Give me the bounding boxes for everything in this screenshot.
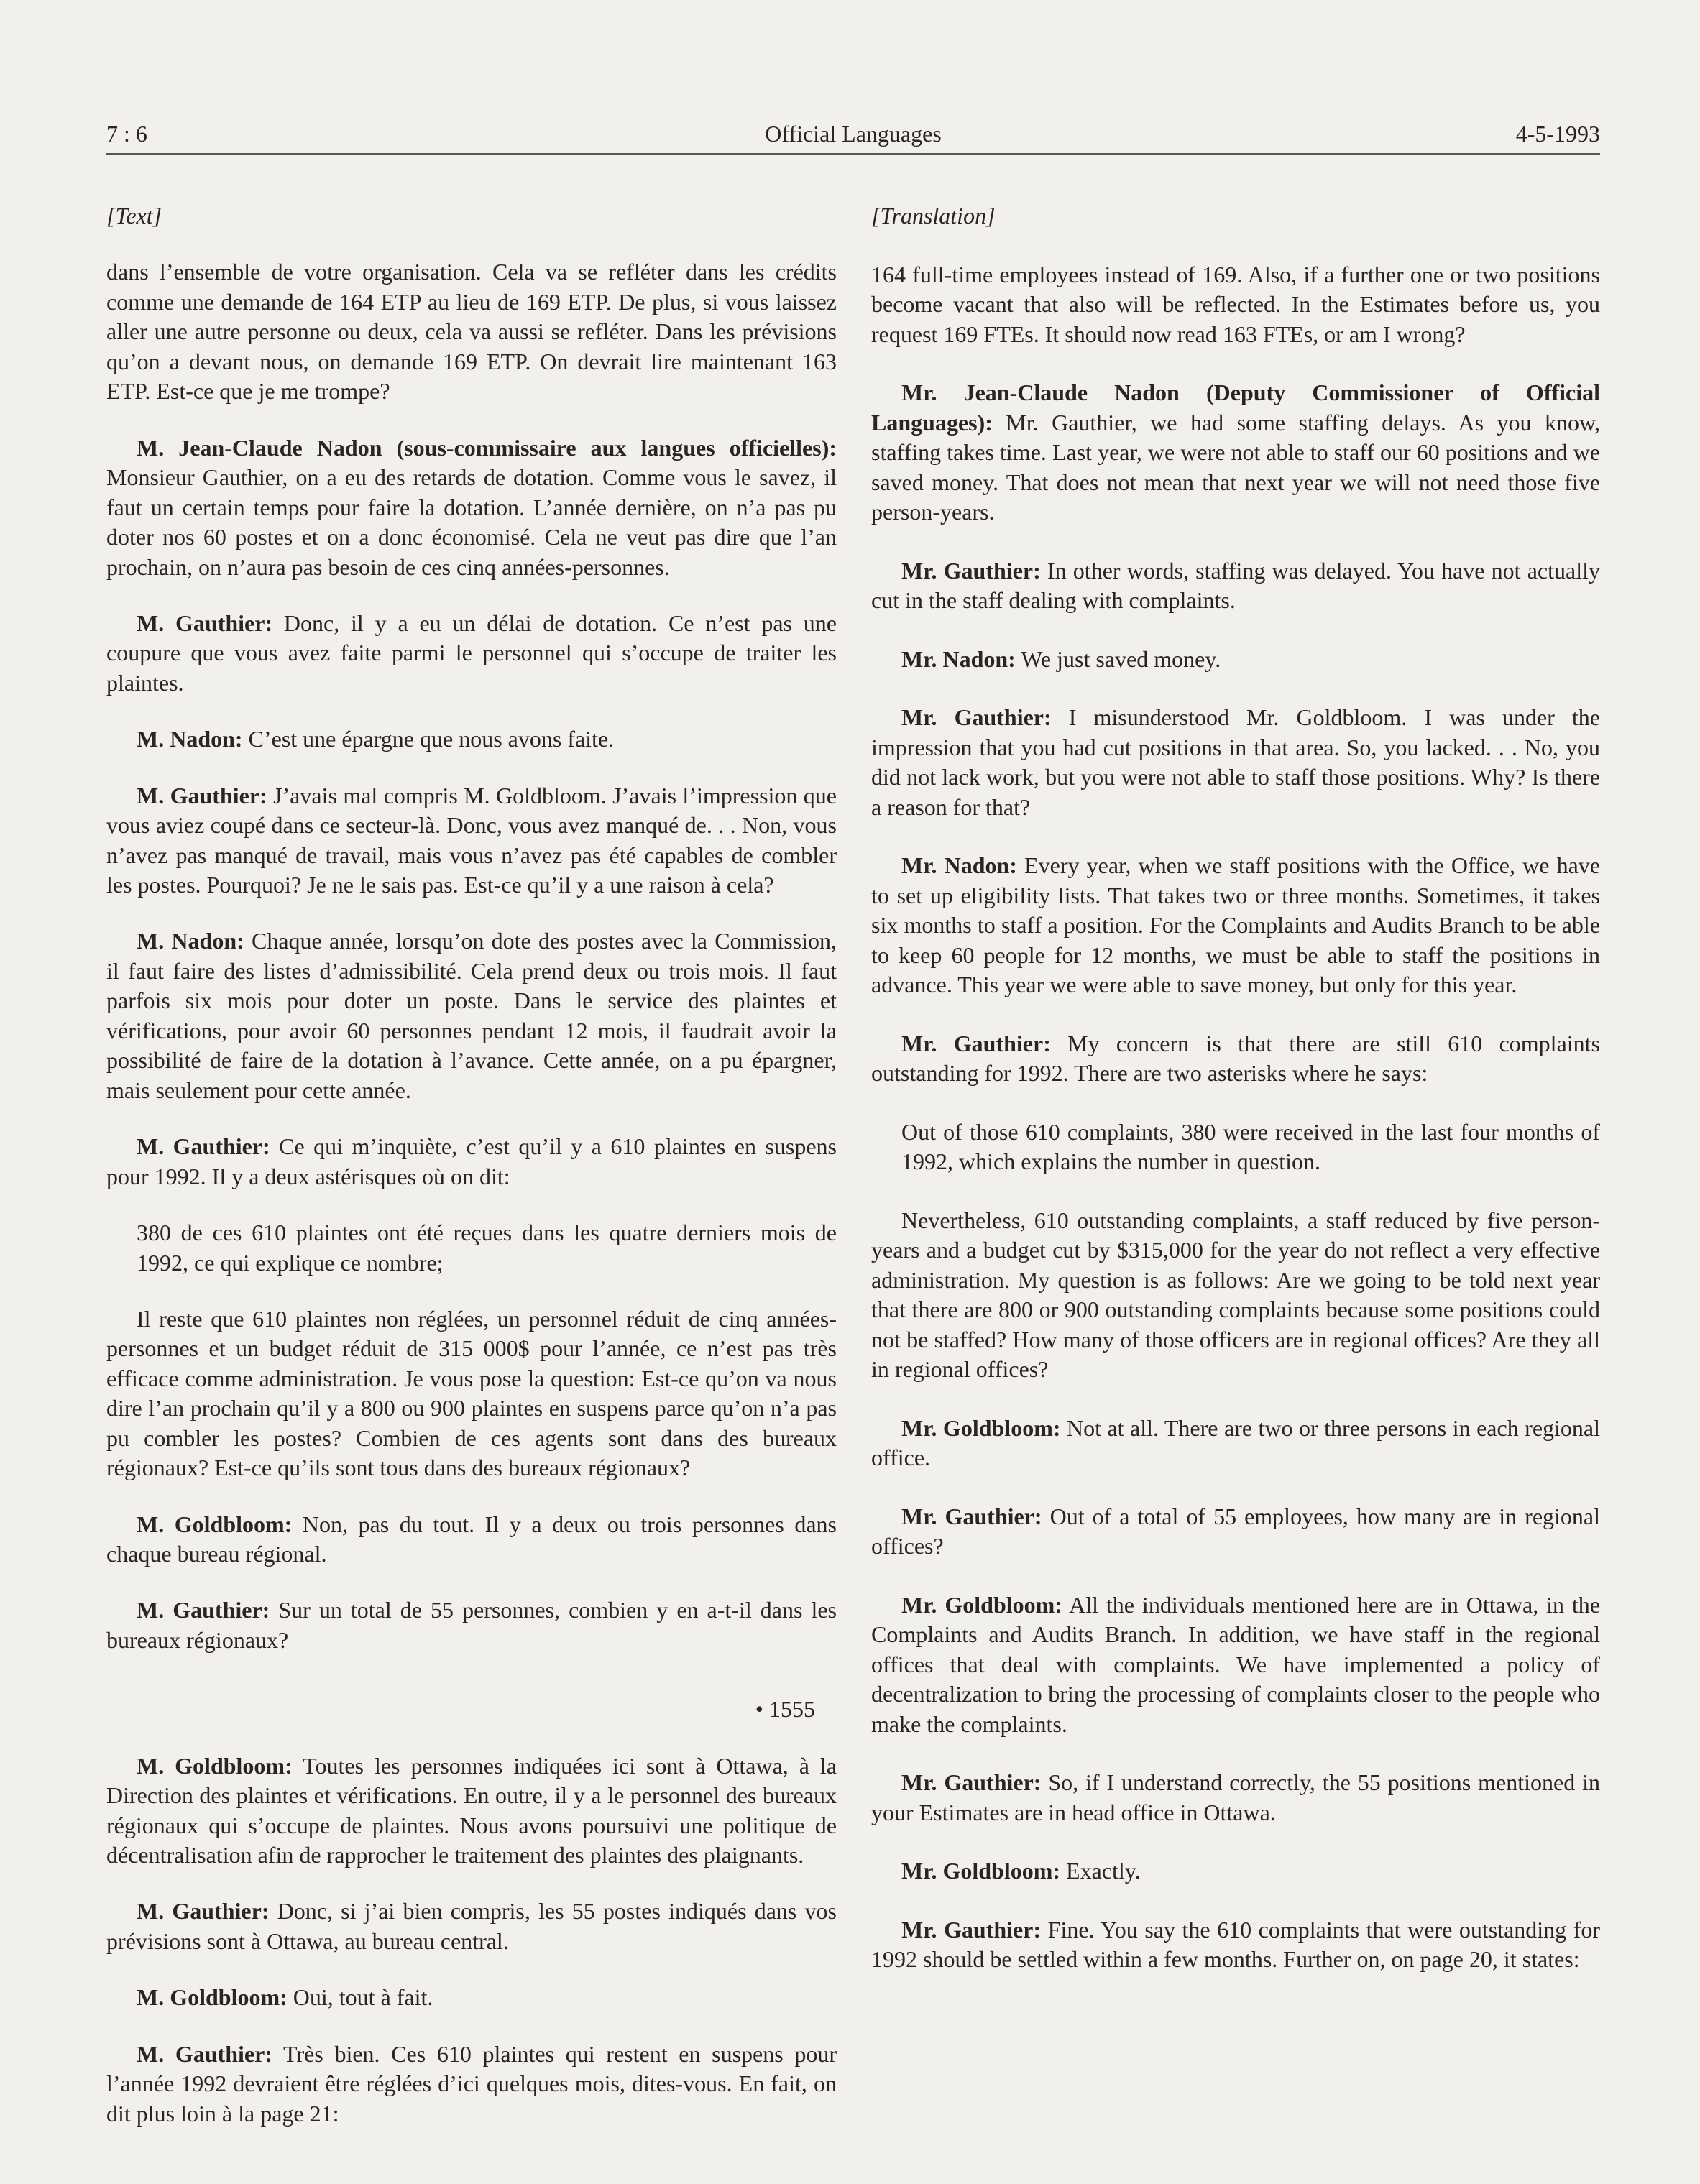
speaker-name: M. Gauthier:: [137, 2040, 272, 2067]
speech-text: Monsieur Gauthier, on a eu des retards de dotation. Comme vous le savez, il faut un certain temps pour faire la dotation. L’année dernière, on n’a pas pu doter nos 60 postes et on a donc économisé. Cela ne veut pas dire que l’an prochain, on n’aura pas besoin de ces cinq années-personnes.: [106, 464, 837, 580]
column-tag: [Translation]: [871, 203, 996, 229]
speaker-name: M. Goldbloom:: [137, 1752, 293, 1779]
speech-text: Non, pas du tout. Il y a deux ou trois personnes dans chaque bureau régional.: [106, 1511, 837, 1567]
speaker-name: M. Gauthier:: [137, 1898, 270, 1925]
speech-text: We just saved money.: [1015, 645, 1221, 672]
transcript-paragraph: [871, 851, 1600, 1000]
transcript-paragraph: [871, 1768, 1600, 1828]
transcript-paragraph: [871, 1502, 1600, 1562]
speaker-name: M. Gauthier:: [137, 1133, 270, 1160]
speech-text: Exactly.: [1060, 1858, 1141, 1884]
speech-text: Chaque année, lorsqu’on dote des postes avec la Commission, il faut faire des listes d’admissibilité. Cela prend deux ou trois mois. Il faut parfois six mois pour doter un poste. Dans le service des plaintes et vérifications, pour avoir 60 personnes pendant 12 mois, il faudrait avoir la possibilité de faire de la dotation à l’avance. Cette année, on a pu épargner, mais seulement pour cette année.: [106, 928, 837, 1103]
speech-text: I misunderstood Mr. Goldbloom. I was under the impression that you had cut positions in that area. So, you lacked. . . No, you did not lack work, but you were not able to staff those positions. Why? Is there a reason for that?: [871, 704, 1600, 820]
publication-date: 4-5-1993: [1515, 121, 1600, 147]
transcript-paragraph: [871, 378, 1600, 527]
transcript-paragraph: [106, 1132, 837, 1192]
speech-text: Out of a total of 55 employees, how many are in regional offices?: [871, 1503, 1600, 1559]
french-text-column: [106, 201, 837, 2129]
speech-text: J’avais mal compris M. Goldbloom. J’avais l’impression que vous aviez coupé dans ce secteur-là. Donc, vous avez manqué de. . . Non, vous n’avez pas manqué de travail, mais vous n’avez pas été capables de combler les postes. Pourquoi? Je ne le sais pas. Est-ce qu’il y a une raison à cela?: [106, 782, 837, 898]
speech-text: Très bien. Ces 610 plaintes qui restent en suspens pour l’année 1992 devraient être réglées d’ici quelques mois, dites-vous. En fait, on dit plus loin à la page 21:: [106, 2040, 837, 2127]
block-quote: [137, 1218, 837, 1278]
speech-text: Nevertheless, 610 outstanding complaints, a staff reduced by five person-years and a budget cut by $315,000 for the year do not reflect a very effective administration. My question is as follows: Are we going to be told next year that there are 800 or 900 outstanding complaints because some positions could not be staffed? How many of those officers are in regional offices? Are they all in regional offices?: [871, 1207, 1600, 1382]
speaker-name: Mr. Goldbloom:: [901, 1858, 1061, 1884]
transcript-paragraph: [106, 433, 837, 583]
transcript-paragraph: [106, 781, 837, 900]
publication-title: Official Languages: [765, 121, 942, 147]
speech-text: Sur un total de 55 personnes, combien y en a-t-il dans les bureaux régionaux?: [106, 1597, 837, 1653]
continued-paragraph: [871, 260, 1600, 350]
speaker-name: Mr. Nadon:: [901, 852, 1017, 878]
speech-text: All the individuals mentioned here are in Ottawa, in the Complaints and Audits Branch. In addition, we have staff in the regional offices that deal with complaints. We have implemented a policy of decentralization to bring the processing of complaints closer to the people who make the complaints.: [871, 1591, 1601, 1737]
transcript-paragraph: [871, 1029, 1600, 1089]
speech-text: Not at all. There are two or three persons in each regional office.: [871, 1414, 1601, 1470]
speech-text: Fine. You say the 610 complaints that were outstanding for 1992 should be settled within a few months. Further on, on page 20, it states:: [871, 1916, 1601, 1972]
speech-text: So, if I understand correctly, the 55 positions mentioned in your Estimates are in head office in Ottawa.: [871, 1769, 1601, 1825]
speaker-name: M. Nadon:: [137, 928, 244, 954]
speech-text: Toutes les personnes indiquées ici sont à Ottawa, à la Direction des plaintes et vérifications. En outre, il y a le personnel des bureaux régionaux qui s’occupe de plaintes. Nous avons poursuivi une politique de décentralisation afin de rapprocher le traitement des plaintes des plaignants.: [106, 1752, 837, 1869]
speech-text: My concern is that there are still 610 complaints outstanding for 1992. There are two asterisks where he says:: [871, 1030, 1601, 1086]
transcript-paragraph: [871, 645, 1600, 675]
speaker-name: M. Goldbloom:: [137, 1984, 288, 2011]
transcript-paragraph: [871, 1414, 1600, 1473]
transcript-paragraph: [106, 1983, 837, 2013]
speaker-name: Mr. Goldbloom:: [901, 1591, 1062, 1618]
speaker-name: Mr. Nadon:: [901, 645, 1016, 672]
speaker-name: M. Gauthier:: [137, 1597, 270, 1623]
speaker-name: Mr. Gauthier:: [901, 704, 1052, 730]
speech-text: C’est une épargne que nous avons faite.: [242, 726, 615, 752]
speaker-name: M. Gauthier:: [137, 782, 267, 808]
transcript-paragraph: [106, 926, 837, 1105]
block-quote: [901, 1118, 1600, 1177]
transcript-paragraph: [871, 1856, 1600, 1886]
speaker-name: Mr. Goldbloom:: [901, 1414, 1061, 1441]
speech-text: Ce qui m’inquiète, c’est qu’il y a 610 plaintes en suspens pour 1992. Il y a deux astérisques où on dit:: [106, 1133, 837, 1189]
time-marker: • 1555: [755, 1696, 815, 1723]
transcript-paragraph: [106, 1510, 837, 1570]
speaker-name: Mr. Gauthier:: [901, 1030, 1051, 1056]
transcript-paragraph: [871, 1590, 1600, 1740]
speaker-name: M. Goldbloom:: [137, 1511, 293, 1537]
speech-text: 380 de ces 610 plaintes ont été reçues dans les quatre derniers mois de 1992, ce qui explique ce nombre;: [137, 1220, 837, 1276]
speech-text: Oui, tout à fait.: [287, 1984, 433, 2011]
continued-paragraph: [106, 257, 837, 407]
speaker-name: Mr. Jean-Claude Nadon (Deputy Commissioner of Official Languages):: [871, 379, 1600, 436]
transcript-paragraph: [106, 1897, 837, 1956]
running-header: [106, 111, 1600, 155]
speaker-name: Mr. Gauthier:: [901, 557, 1041, 584]
speech-text: In other words, staffing was delayed. You have not actually cut in the staff dealing with complaints.: [871, 557, 1601, 613]
transcript-paragraph: [106, 609, 837, 699]
english-translation-column: [871, 201, 1600, 1975]
speech-text: Donc, il y a eu un délai de dotation. Ce n’est pas une coupure que vous avez faite parmi le personnel qui s’occupe de traiter les plaintes.: [106, 609, 837, 696]
speaker-name: M. Nadon:: [137, 726, 243, 752]
speaker-name: M. Jean-Claude Nadon (sous-commissaire aux langues officielles):: [137, 434, 837, 461]
transcript-paragraph: [106, 1304, 837, 1483]
transcript-paragraph: [871, 1206, 1600, 1385]
speech-text: Mr. Gauthier, we had some staffing delays. As you know, staffing takes time. Last year, we were not able to staff our 60 positions and we saved money. That does not mean that next year we will not need those five person-years.: [871, 409, 1600, 525]
speaker-name: Mr. Gauthier:: [901, 1769, 1042, 1795]
column-tag: [Text]: [106, 203, 162, 229]
transcript-paragraph: [106, 724, 837, 755]
speech-text: Out of those 610 complaints, 380 were received in the last four months of 1992, which explains the number in question.: [901, 1118, 1600, 1174]
transcript-paragraph: [871, 556, 1600, 616]
speaker-name: Mr. Gauthier:: [901, 1503, 1042, 1529]
speech-text: Donc, si j’ai bien compris, les 55 postes indiqués dans vos prévisions sont à Ottawa, au bureau central.: [106, 1898, 837, 1954]
speaker-name: Mr. Gauthier:: [901, 1916, 1042, 1943]
speech-text: 164 full-time employees instead of 169. Also, if a further one or two positions become vacant that also will be reflected. In the Estimates before us, you request 169 FTEs. It should now read 163 FTEs, or am I wrong?: [871, 261, 1600, 347]
transcript-paragraph: [106, 2040, 837, 2129]
transcript-paragraph: [106, 1751, 837, 1871]
speaker-name: M. Gauthier:: [137, 609, 273, 636]
transcript-paragraph: [871, 1915, 1600, 1975]
speech-text: Il reste que 610 plaintes non réglées, un personnel réduit de cinq années-personnes et un budget réduit de 315 000$ pour l’année, ce n’est pas très efficace comme administration. Je vous pose la question: Est-ce qu’on va nous dire l’an prochain qu’il y a 800 ou 900 plaintes en suspens parce qu’on n’a pas pu combler les postes? Combien de ces agents sont dans des bureaux régionaux? Est-ce qu’ils sont tous dans des bureaux régionaux?: [106, 1305, 837, 1481]
transcript-paragraph: [106, 1595, 837, 1655]
speech-text: Every year, when we staff positions with the Office, we have to set up eligibility lists. That takes two or three months. Sometimes, it takes six months to staff a position. For the Complaints and Audits Branch to be able to keep 60 people for 12 months, we must be able to staff the positions in advance. This year we were able to save money, but only for this year.: [871, 852, 1601, 997]
transcript-paragraph: [871, 703, 1600, 822]
speech-text: dans l’ensemble de votre organisation. Cela va se refléter dans les crédits comme une demande de 164 ETP au lieu de 169 ETP. De plus, si vous laissez aller une autre personne ou deux, cela va aussi se refléter. Dans les prévisions qu’on a devant nous, on demande 169 ETP. On devrait lire maintenant 163 ETP. Est-ce que je me trompe?: [106, 259, 837, 405]
page-number: 7 : 6: [106, 121, 147, 147]
